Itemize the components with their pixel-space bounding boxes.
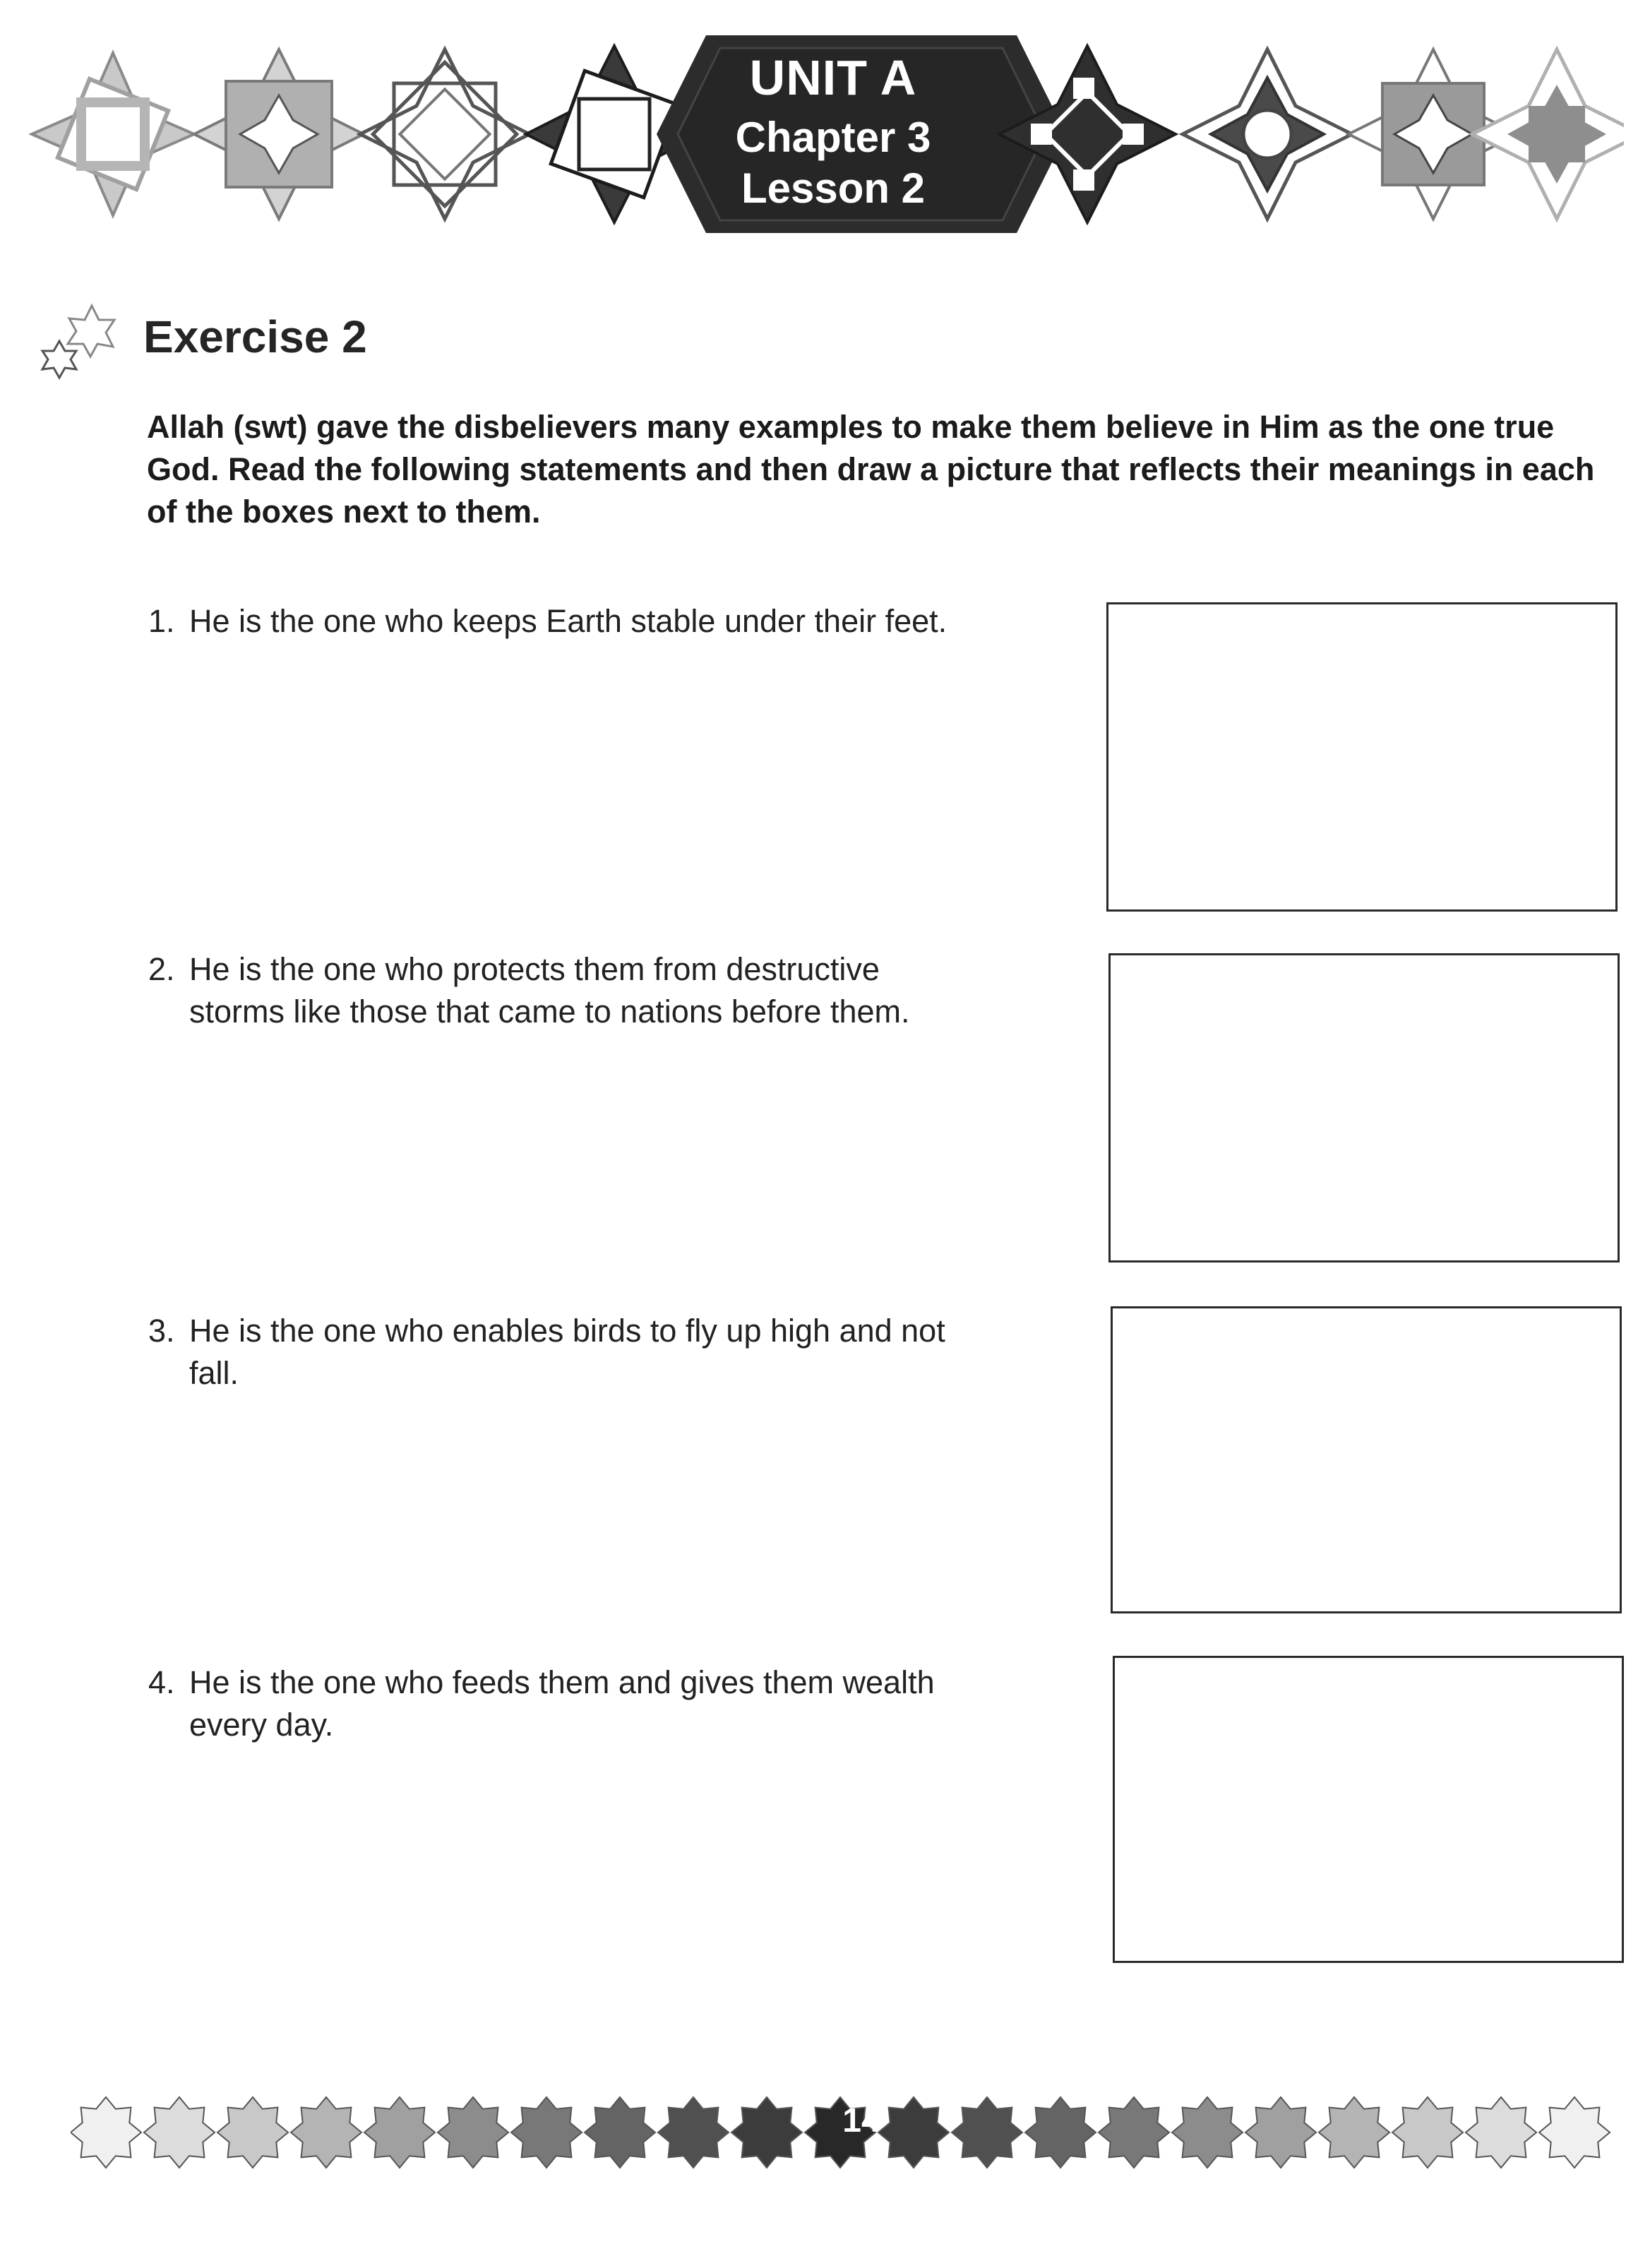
footer-star-icon xyxy=(1172,2097,1243,2168)
ornament-left-1-icon xyxy=(32,53,194,215)
ornament-left-3-icon xyxy=(360,49,530,219)
statement-item xyxy=(148,948,960,1033)
footer-star-icon xyxy=(71,2097,141,2168)
item-text: He is the one who feeds them and gives them wealth every day. xyxy=(189,1664,935,1743)
footer-star-icon xyxy=(511,2097,582,2168)
footer-star-icon xyxy=(364,2097,435,2168)
item-number: 3. xyxy=(148,1313,175,1349)
ornament-right-4-icon xyxy=(1472,49,1624,219)
item-text: He is the one who enables birds to fly up high and not fall. xyxy=(189,1313,945,1391)
chapter-label: Chapter 3 xyxy=(735,114,931,161)
lesson-label: Lesson 2 xyxy=(741,165,926,212)
footer-star-icon xyxy=(1539,2097,1610,2168)
exercise-title: Exercise 2 xyxy=(143,311,367,362)
footer-star-icon xyxy=(1245,2097,1316,2168)
footer-star-icon xyxy=(1466,2097,1536,2168)
footer-star-icon xyxy=(1319,2097,1389,2168)
footer-star-icon xyxy=(217,2097,288,2168)
footer-star-icon xyxy=(731,2097,802,2168)
ornament-right-2-icon xyxy=(1183,49,1352,219)
footer-star-icon xyxy=(952,2097,1022,2168)
star-outline-icon xyxy=(35,300,127,385)
statement-item xyxy=(148,1310,960,1395)
drawing-box-1[interactable] xyxy=(1106,602,1618,912)
ornament-left-2-icon xyxy=(194,49,364,219)
drawing-box-4[interactable] xyxy=(1113,1656,1624,1963)
page-number: 14 xyxy=(842,2102,880,2139)
item-text: He is the one who keeps Earth stable under their feet. xyxy=(189,603,947,639)
drawing-box-3[interactable] xyxy=(1111,1306,1622,1613)
item-number: 4. xyxy=(148,1664,175,1700)
footer-star-icon xyxy=(1025,2097,1096,2168)
item-number: 2. xyxy=(148,951,175,987)
footer-star-icon xyxy=(658,2097,729,2168)
footer-star-icon xyxy=(438,2097,508,2168)
footer-star-icon xyxy=(144,2097,215,2168)
drawing-box-2[interactable] xyxy=(1108,953,1620,1263)
item-number: 1. xyxy=(148,603,175,639)
exercise-instructions: Allah (swt) gave the disbelievers many examples to make them believe in Him as the one true God. Read the following statements and then draw a picture that reflects their meanings in each of the boxes next to them. xyxy=(147,409,1595,530)
statement-item xyxy=(148,1661,960,1746)
unit-label: UNIT A xyxy=(749,50,917,105)
footer-star-icon xyxy=(1392,2097,1463,2168)
statement-item xyxy=(148,600,960,643)
item-text: He is the one who protects them from destructive storms like those that came to nations before them. xyxy=(189,951,910,1029)
footer-star-icon xyxy=(585,2097,655,2168)
footer-star-icon xyxy=(1099,2097,1169,2168)
footer-star-icon xyxy=(291,2097,361,2168)
